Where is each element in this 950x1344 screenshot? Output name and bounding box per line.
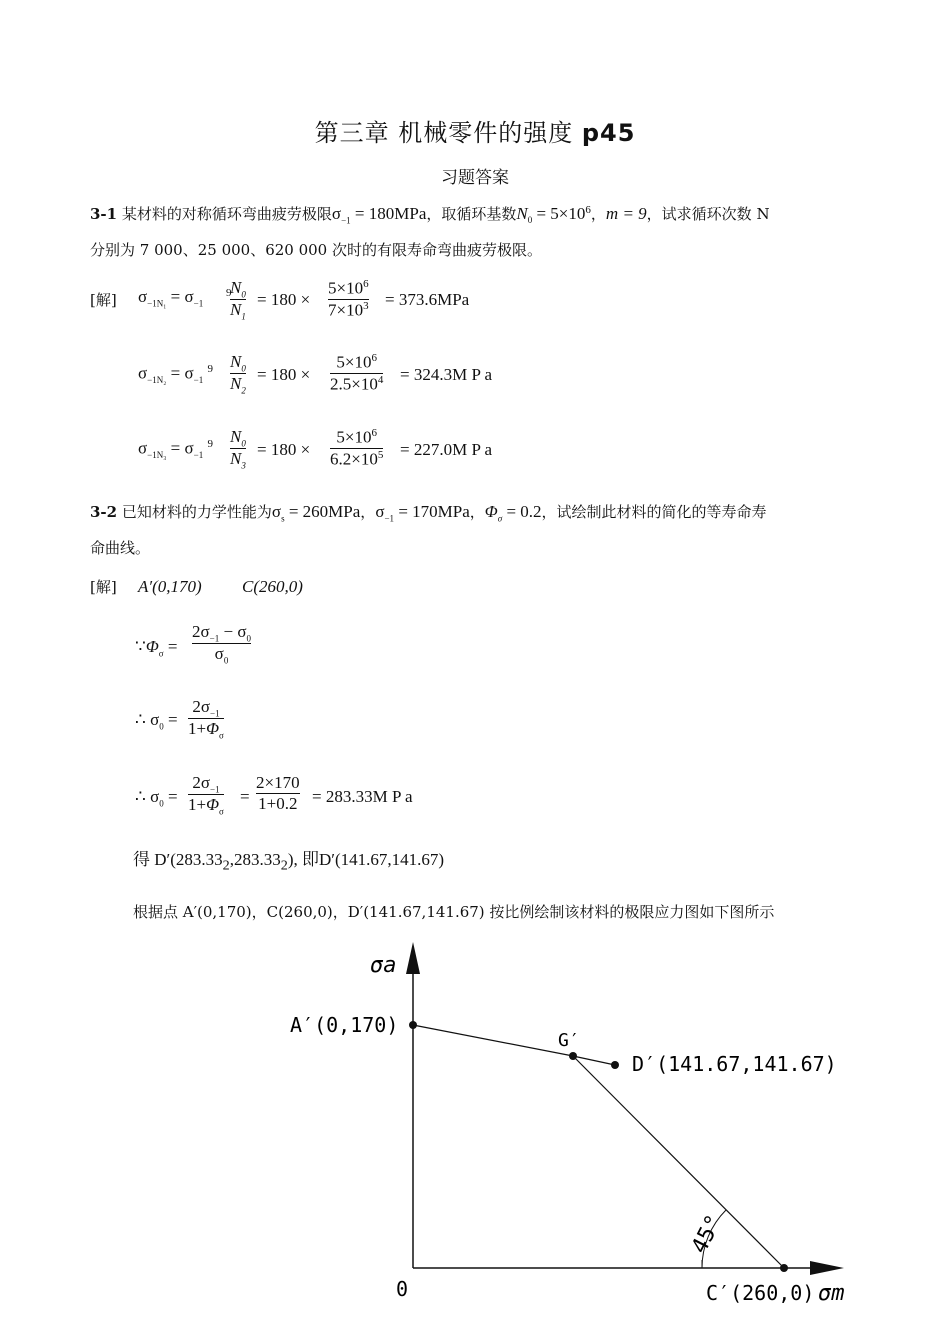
equation-text: = 170MPa bbox=[398, 502, 470, 521]
phi-fraction: $2\sigma_{-1} - \sigma_0$ $\sigma_0$ bbox=[192, 622, 252, 666]
label-a: A′(0,170) bbox=[290, 1013, 399, 1037]
label-d: D′(141.67,141.67) bbox=[632, 1052, 837, 1076]
root-index: 9 bbox=[226, 287, 232, 299]
label-c: C′(260,0) bbox=[706, 1281, 815, 1305]
equation-1-fraction: $5\times 10^6$ $7\times 10^3$ bbox=[328, 278, 369, 320]
equation-text: = 0.2 bbox=[506, 502, 542, 521]
therefore-line-2: ∴ $\sigma_0$ = bbox=[135, 787, 178, 809]
problem-text: ，试求循环次数 N bbox=[646, 205, 770, 223]
problem-3-2-line2: 命曲线。 bbox=[90, 539, 151, 557]
x-axis-arrow bbox=[810, 1261, 844, 1275]
y-axis-arrow bbox=[406, 942, 420, 974]
line-a-g bbox=[413, 1025, 573, 1056]
sigma0-fraction: $2\sigma_{-1}$ $1+\Phi_\sigma$ bbox=[188, 697, 224, 741]
equation-2-mid: = 180 × bbox=[257, 365, 311, 384]
sigma0-fraction-2: $2\sigma_{-1}$ $1+\Phi_\sigma$ bbox=[188, 773, 224, 817]
line-g-c bbox=[573, 1056, 784, 1268]
problem-text: 某材料的对称循环弯曲疲劳极限 bbox=[121, 205, 332, 223]
problem-3-1-line2: 分别为 7 000、25 000、620 000 次时的有限寿命弯曲疲劳极限。 bbox=[90, 241, 542, 259]
exponent: 6 bbox=[585, 204, 591, 216]
point-a bbox=[409, 1021, 417, 1029]
label-g: G′ bbox=[558, 1030, 580, 1051]
point-c bbox=[780, 1264, 788, 1272]
solve-label: [解] bbox=[90, 291, 117, 309]
limit-stress-diagram bbox=[0, 930, 950, 1344]
equation-3-result: = 227.0M P a bbox=[400, 440, 493, 459]
problem-3-2-line1: 3-2 已知材料的力学性能为$\sigma_s = 260MPa$，$\sigma_{-1} = 170MPa$，$\Phi_\sigma = 0.2$，试绘制此材料的简化的等寿命寿 bbox=[90, 502, 767, 524]
numeric-fraction: 2×170 1+0.2 bbox=[256, 773, 300, 813]
point-d bbox=[611, 1061, 619, 1069]
point-d-line: 得 $D'(283.33_2,283.33_2)$, 即D′(141.67,141.67) bbox=[133, 850, 445, 874]
problem-text: ， bbox=[590, 205, 606, 223]
equation-1-mid: = 180 × bbox=[257, 290, 311, 309]
problem-text: 已知材料的力学性能为 bbox=[121, 503, 272, 521]
point-g bbox=[569, 1052, 577, 1060]
equation-text: = 260MPa bbox=[288, 502, 361, 521]
drawing-instruction: 根据点 A′(0,170)，C(260,0)，D′(141.67,141.67) 按比例绘制该材料的极限应力图如下图所示 bbox=[133, 903, 775, 921]
point-a-text: A′(0,170) bbox=[138, 577, 202, 596]
problem-3-1-line1: 3-1 某材料的对称循环弯曲疲劳极限$\sigma_{-1} = 180MPa$，取循环基数$N_0 = 5\times 10^6$，m = 9，试求循环次数 N bbox=[90, 204, 770, 226]
equation-text: N bbox=[516, 204, 528, 223]
equation-text: = 5×10 bbox=[536, 204, 586, 223]
problem-number: 3-1 bbox=[90, 205, 118, 223]
therefore-line-1: ∴ $\sigma_0$ = bbox=[135, 710, 178, 732]
page-title bbox=[0, 113, 950, 148]
equation-1-ratio: $N_0$ $N_1$ bbox=[230, 278, 246, 322]
equation-text: = 180MPa bbox=[354, 204, 427, 223]
solve-label: [解] bbox=[90, 578, 117, 596]
equation-2-ratio: $N_0$ $N_2$ bbox=[230, 352, 246, 396]
page-subtitle: 习题答案 bbox=[441, 168, 509, 188]
equation-text: m = 9 bbox=[605, 204, 647, 223]
y-axis-label: σa bbox=[370, 953, 397, 978]
problem-text: ，取循环基数 bbox=[426, 205, 517, 223]
equation-3-ratio: $N_0$ $N_3$ bbox=[230, 427, 246, 471]
equation-2-result: = 324.3M P a bbox=[400, 365, 493, 384]
origin-label: 0 bbox=[396, 1277, 409, 1301]
sigma0-result: = 283.33M P a bbox=[312, 787, 413, 806]
equation-3-mid: = 180 × bbox=[257, 440, 311, 459]
title-main: 第三章 机械零件的强度 bbox=[314, 119, 582, 147]
x-axis-label: σm bbox=[818, 1281, 845, 1306]
point-c-text: C(260,0) bbox=[242, 577, 303, 596]
equation-1-lhs: $\sigma_{-1N_1} = \sigma_{-1}$ bbox=[138, 287, 204, 309]
title-page-ref: p45 bbox=[581, 119, 636, 147]
equation-1-result: = 373.6MPa bbox=[385, 290, 470, 309]
line-g-d bbox=[573, 1056, 615, 1065]
angle-label: 45° bbox=[687, 1210, 728, 1258]
equation-3-fraction: $5\times 10^6$ $6.2\times 10^5$ bbox=[330, 427, 384, 469]
problem-text: ，试绘制此材料的简化的等寿命寿 bbox=[541, 503, 767, 521]
because-line: $\because\Phi_\sigma$ = bbox=[135, 637, 178, 659]
equation-2-lhs: $\sigma_{-1N_2} = \sigma_{-1}$ $^9$ bbox=[138, 363, 213, 386]
equation-2-fraction: $5\times 10^6$ $2.5\times 10^4$ bbox=[330, 352, 384, 394]
equation-3-lhs: $\sigma_{-1N_3} = \sigma_{-1}$ $^9$ bbox=[138, 438, 213, 461]
problem-number: 3-2 bbox=[90, 503, 118, 521]
